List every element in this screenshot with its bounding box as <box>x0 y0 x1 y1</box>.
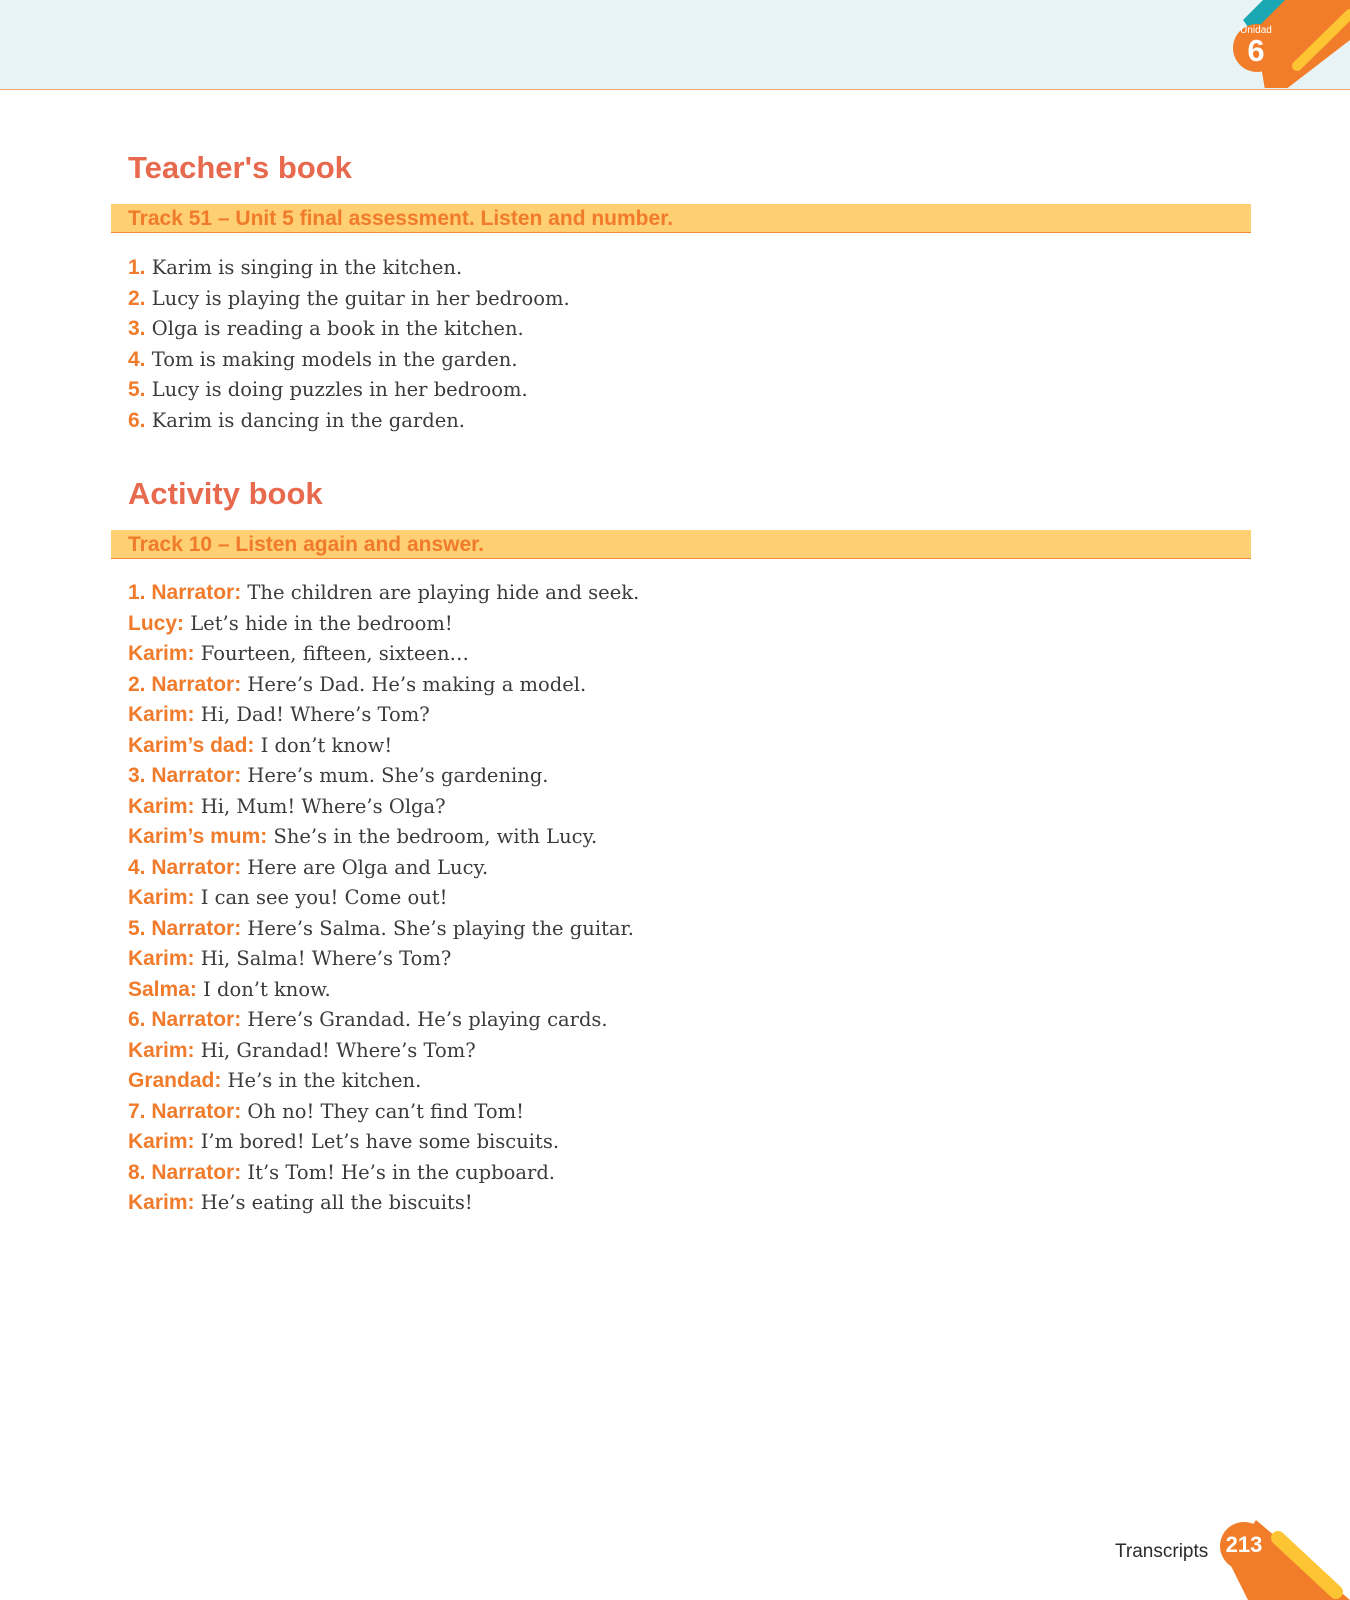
line-text: It’s Tom! He’s in the cupboard. <box>247 1160 555 1184</box>
header-band <box>0 0 1350 90</box>
line-text: Here’s Dad. He’s making a model. <box>247 672 587 696</box>
line-text: Fourteen, fifteen, sixteen… <box>200 642 470 665</box>
teachers-book-list <box>128 253 570 436</box>
track-51-heading: Track 51 – Unit 5 final assessment. Listen and number. <box>128 207 674 230</box>
speaker-label: 5. Narrator: <box>128 916 242 940</box>
transcript-line <box>128 792 639 823</box>
teachers-book-title: Teacher's book <box>128 150 352 185</box>
line-text: She’s in the bedroom, with Lucy. <box>273 825 598 848</box>
speaker-label: 2. Narrator: <box>128 672 242 696</box>
activity-book-title: Activity book <box>128 476 323 511</box>
transcript-line <box>128 1036 639 1067</box>
transcript-line <box>128 639 639 670</box>
transcript-line <box>128 1097 639 1128</box>
transcript-line <box>128 1127 639 1158</box>
line-text: Here’s Salma. She’s playing the guitar. <box>247 916 634 940</box>
line-text: I don’t know. <box>203 977 331 1001</box>
transcript-line <box>128 700 639 731</box>
speaker-label: 4. Narrator: <box>128 855 242 879</box>
list-item <box>128 284 570 315</box>
speaker-label: Karim: <box>128 794 195 818</box>
speaker-label: Karim: <box>128 1191 195 1214</box>
line-text: He’s eating all the biscuits! <box>200 1191 473 1214</box>
speaker-label: 1. Narrator: <box>128 581 242 604</box>
unit-badge <box>1225 0 1350 88</box>
transcript-line <box>128 975 639 1006</box>
list-item <box>128 375 570 406</box>
item-text: Olga is reading a book in the kitchen. <box>151 317 524 340</box>
transcript-line <box>128 822 639 853</box>
unit-label: Unidad <box>1240 25 1272 36</box>
item-text: Karim is singing in the kitchen. <box>151 256 463 279</box>
page-number-badge <box>1218 1520 1350 1600</box>
line-text: The children are playing hide and seek. <box>247 581 640 604</box>
track-10-heading: Track 10 – Listen again and answer. <box>128 533 484 556</box>
line-text: He’s in the kitchen. <box>227 1069 422 1092</box>
transcript-line <box>128 1158 639 1189</box>
transcript-line <box>128 944 639 975</box>
speaker-label: Karim: <box>128 947 195 970</box>
transcript-line <box>128 883 639 914</box>
transcript-line <box>128 853 639 884</box>
unit-number: 6 <box>1247 33 1265 68</box>
line-text: Here’s mum. She’s gardening. <box>247 764 549 787</box>
page-number: 213 <box>1225 1532 1263 1557</box>
item-number: 6. <box>128 408 146 432</box>
item-number: 3. <box>128 317 146 340</box>
speaker-label: Grandad: <box>128 1069 222 1092</box>
line-text: Hi, Salma! Where’s Tom? <box>200 947 452 970</box>
speaker-label: 7. Narrator: <box>128 1099 242 1123</box>
transcript-line <box>128 1066 639 1097</box>
transcript-line <box>128 578 639 609</box>
speaker-label: Karim: <box>128 1130 195 1153</box>
speaker-label: Salma: <box>128 977 197 1001</box>
transcript-lines <box>128 578 639 1219</box>
speaker-label: 8. Narrator: <box>128 1160 242 1184</box>
item-text: Karim is dancing in the garden. <box>151 408 466 432</box>
line-text: I don’t know! <box>260 733 393 757</box>
transcript-line <box>128 914 639 945</box>
speaker-label: Karim’s dad: <box>128 733 255 757</box>
line-text: Hi, Dad! Where’s Tom? <box>200 703 430 726</box>
speaker-label: Karim’s mum: <box>128 825 268 848</box>
item-number: 1. <box>128 256 146 279</box>
line-text: Oh no! They can’t find Tom! <box>247 1099 524 1123</box>
item-number: 4. <box>128 347 146 371</box>
footer-section-label: Transcripts <box>1115 1541 1209 1562</box>
line-text: Here’s Grandad. He’s playing cards. <box>247 1008 608 1031</box>
transcript-line <box>128 1005 639 1036</box>
list-item <box>128 314 570 345</box>
transcript-line <box>128 761 639 792</box>
line-text: Let’s hide in the bedroom! <box>190 611 453 635</box>
line-text: Here are Olga and Lucy. <box>247 855 489 879</box>
item-number: 2. <box>128 286 146 310</box>
transcript-line <box>128 731 639 762</box>
list-item <box>128 406 570 437</box>
line-text: Hi, Mum! Where’s Olga? <box>200 794 446 818</box>
speaker-label: Karim: <box>128 703 195 726</box>
item-text: Tom is making models in the garden. <box>151 347 518 371</box>
item-text: Lucy is playing the guitar in her bedroom. <box>151 286 570 310</box>
speaker-label: Lucy: <box>128 611 185 635</box>
transcript-line <box>128 609 639 640</box>
line-text: I’m bored! Let’s have some biscuits. <box>200 1130 560 1153</box>
item-text: Lucy is doing puzzles in her bedroom. <box>151 378 528 401</box>
transcript-line <box>128 1188 639 1219</box>
track-10-bar <box>111 530 1251 559</box>
list-item <box>128 345 570 376</box>
transcript-line <box>128 670 639 701</box>
line-text: Hi, Grandad! Where’s Tom? <box>200 1038 476 1062</box>
list-item <box>128 253 570 284</box>
track-51-bar <box>111 204 1251 233</box>
speaker-label: Karim: <box>128 886 195 909</box>
item-number: 5. <box>128 378 146 401</box>
speaker-label: Karim: <box>128 642 195 665</box>
speaker-label: Karim: <box>128 1038 195 1062</box>
line-text: I can see you! Come out! <box>200 886 448 909</box>
speaker-label: 6. Narrator: <box>128 1008 242 1031</box>
speaker-label: 3. Narrator: <box>128 764 242 787</box>
